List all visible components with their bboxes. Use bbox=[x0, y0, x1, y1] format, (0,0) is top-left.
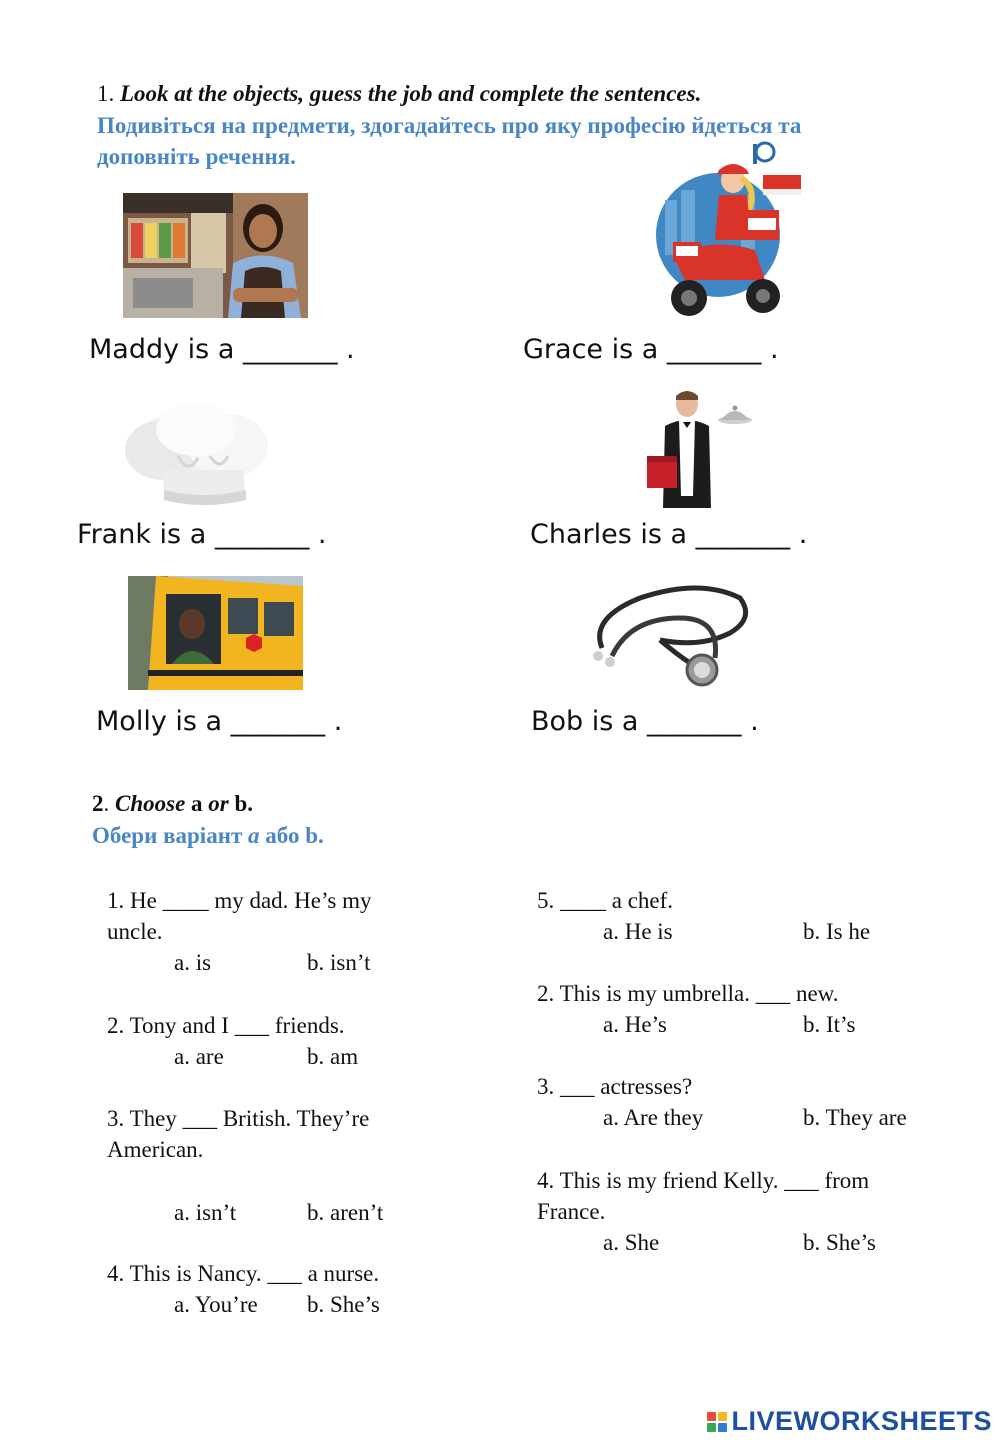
question-text: 3. ___ actresses? bbox=[537, 1074, 693, 1099]
option-a[interactable]: a. is bbox=[174, 950, 212, 975]
left-item-1 bbox=[107, 885, 507, 985]
option-b[interactable]: b. aren’t bbox=[307, 1200, 384, 1225]
section2-ua-pre: Обери варіант bbox=[92, 823, 248, 848]
left-item-2 bbox=[107, 1010, 507, 1080]
question-text: 4. This is my friend Kelly. ___ from bbox=[537, 1168, 870, 1193]
question-text-cont: uncle. bbox=[107, 919, 163, 944]
section2-instruction-ua bbox=[92, 820, 324, 851]
option-a[interactable]: a. isn’t bbox=[174, 1200, 237, 1225]
question-text: 2. This is my umbrella. ___ new. bbox=[537, 981, 839, 1006]
right-item-4 bbox=[537, 1165, 957, 1265]
question-text: 3. They ___ British. They’re bbox=[107, 1106, 370, 1131]
section1-number: 1. bbox=[97, 81, 115, 106]
question-text-cont: American. bbox=[107, 1137, 204, 1162]
logo-text: LIVEWORKSHEETS bbox=[731, 1406, 992, 1436]
right-item-2 bbox=[537, 978, 957, 1048]
section1-instruction-ua-1: Подивіться на предмети, здогадайтесь про яку професію йдеться та bbox=[97, 113, 802, 138]
section2-dot: . bbox=[103, 791, 110, 816]
section2-ua-a: a bbox=[248, 823, 260, 848]
section2-instruction-en bbox=[92, 788, 253, 819]
question-text: 5. ____ a chef. bbox=[537, 888, 674, 913]
option-b[interactable]: b. She’s bbox=[307, 1292, 380, 1317]
question-text-cont: France. bbox=[537, 1199, 606, 1224]
option-a[interactable]: a. are bbox=[174, 1044, 224, 1069]
right-item-3 bbox=[537, 1071, 957, 1141]
sentence-grace: Grace is a _______ . bbox=[523, 334, 779, 365]
waiter-image bbox=[643, 386, 755, 508]
option-b[interactable]: b. isn’t bbox=[307, 950, 371, 975]
pizza-delivery-illustration bbox=[645, 140, 805, 322]
option-a[interactable]: a. Are they bbox=[603, 1105, 704, 1130]
section2-b: b. bbox=[234, 791, 254, 816]
option-a[interactable]: a. She bbox=[603, 1230, 660, 1255]
section2-number: 2 bbox=[92, 791, 104, 816]
question-text: 4. This is Nancy. ___ a nurse. bbox=[107, 1261, 380, 1286]
option-b[interactable]: b. It’s bbox=[803, 1012, 856, 1037]
section2-or: or bbox=[208, 791, 229, 816]
right-item-5 bbox=[537, 885, 957, 955]
bus-driver-photo bbox=[128, 576, 303, 690]
left-item-3 bbox=[107, 1103, 507, 1233]
option-a[interactable]: a. You’re bbox=[174, 1292, 258, 1317]
option-b[interactable]: b. They are bbox=[803, 1105, 907, 1130]
section2-ua-post: або b. bbox=[259, 823, 324, 848]
sentence-maddy: Maddy is a _______ . bbox=[89, 334, 355, 365]
section1-instruction-text: Look at the objects, guess the job and complete the sentences. bbox=[120, 81, 702, 106]
sentence-frank: Frank is a _______ . bbox=[77, 519, 327, 550]
option-b[interactable]: b. She’s bbox=[803, 1230, 876, 1255]
section2-choose: Choose bbox=[115, 791, 186, 816]
liveworksheets-logo[interactable] bbox=[707, 1406, 992, 1437]
logo-mark-icon bbox=[707, 1412, 727, 1432]
stethoscope-image bbox=[580, 578, 752, 690]
section1-instruction-ua-2: доповніть речення. bbox=[97, 144, 296, 169]
question-text: 1. He ____ my dad. He’s my bbox=[107, 888, 372, 913]
question-text: 2. Tony and I ___ friends. bbox=[107, 1013, 345, 1038]
section1-instruction-en bbox=[97, 78, 701, 109]
sentence-bob: Bob is a _______ . bbox=[531, 706, 759, 737]
option-b[interactable]: b. Is he bbox=[803, 919, 871, 944]
left-item-4 bbox=[107, 1258, 507, 1328]
sentence-molly: Molly is a _______ . bbox=[96, 706, 343, 737]
chef-hat-image bbox=[118, 400, 276, 512]
sentence-charles: Charles is a _______ . bbox=[530, 519, 808, 550]
option-b[interactable]: b. am bbox=[307, 1044, 359, 1069]
cashier-photo bbox=[123, 193, 308, 318]
section2-a: a bbox=[191, 791, 203, 816]
option-a[interactable]: a. He’s bbox=[603, 1012, 667, 1037]
option-a[interactable]: a. He is bbox=[603, 919, 673, 944]
